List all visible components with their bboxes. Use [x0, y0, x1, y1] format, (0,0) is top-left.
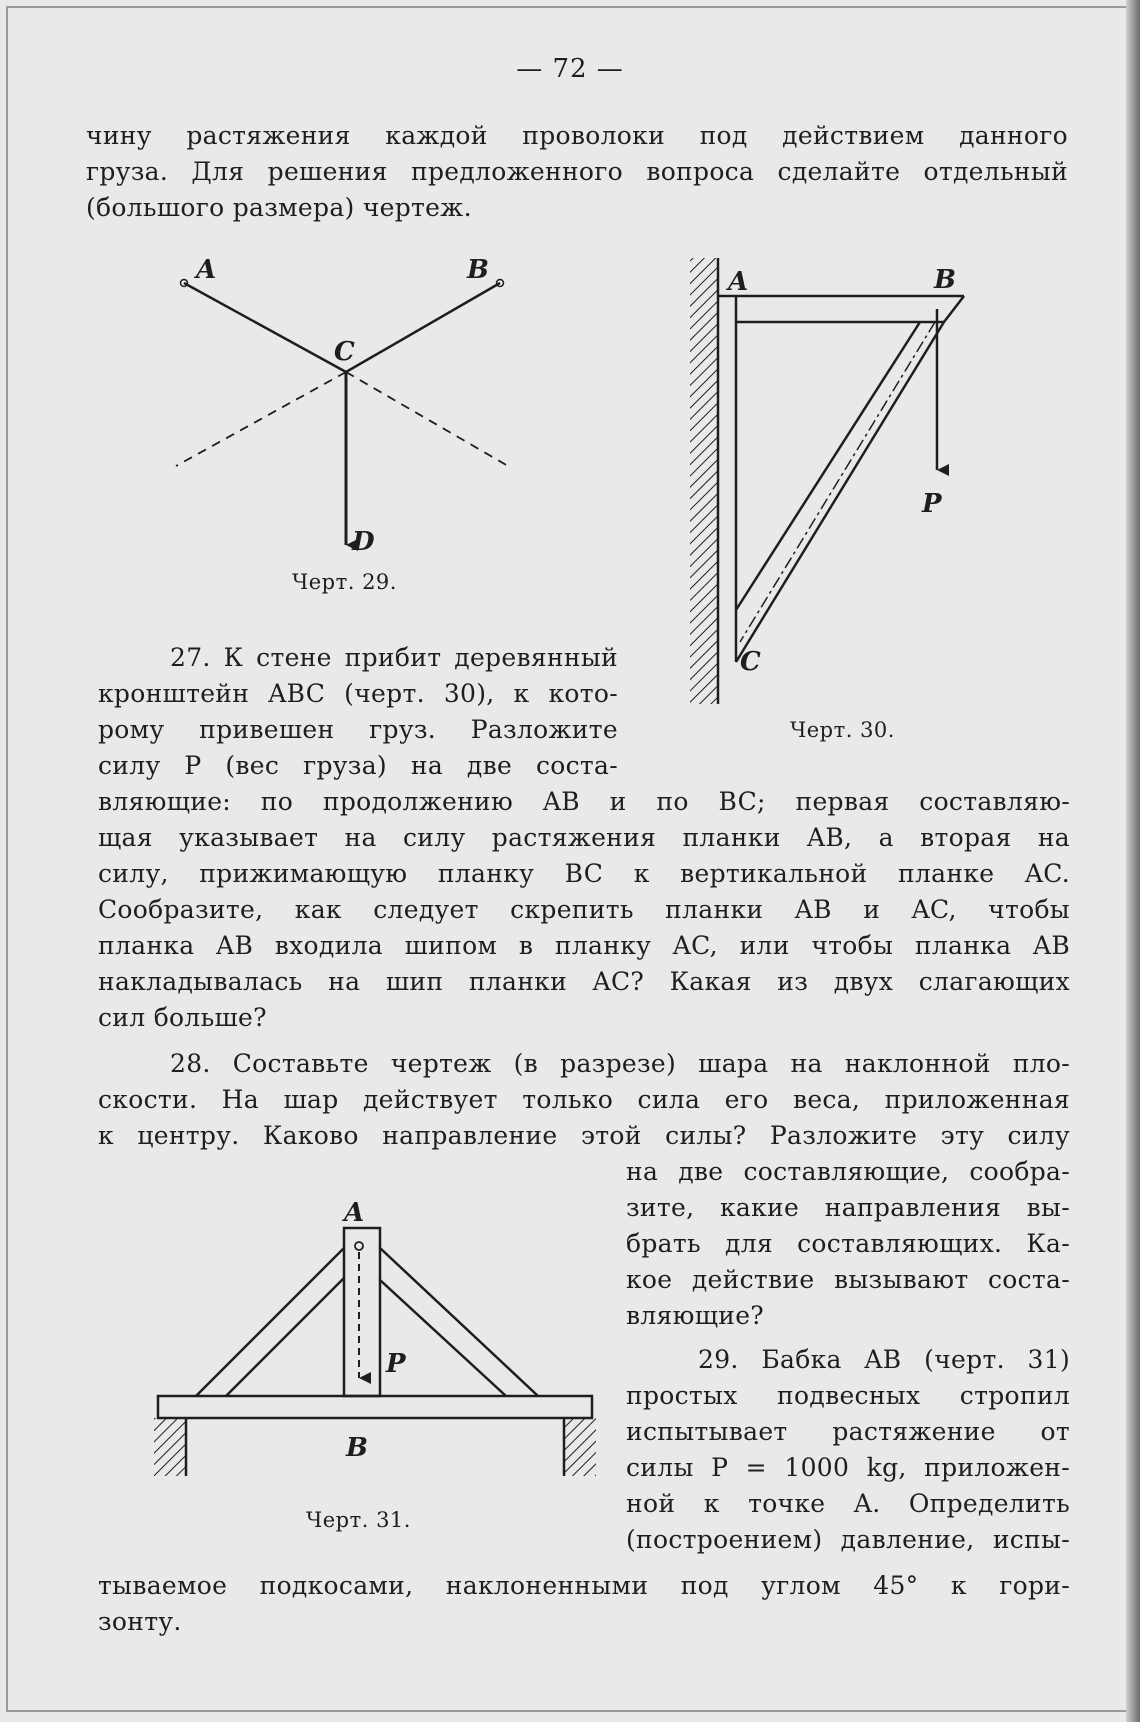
text-line: щая указывает на силу растяжения планки AB, а вторая на: [98, 823, 1070, 852]
king-post-ab: [344, 1228, 380, 1396]
fig29-label-b: B: [467, 255, 489, 285]
fig29-label-a: A: [196, 255, 217, 285]
text-line: силы P = 1000 kg, приложен-: [626, 1453, 1070, 1482]
fig30-label-c: C: [740, 647, 761, 677]
figure-31: [154, 1228, 596, 1476]
text-line: тываемое подкосами, наклоненными под углом 45° к гори-: [98, 1571, 1070, 1600]
text-line: (построением) давление, испы-: [626, 1525, 1070, 1554]
text-line: груза. Для решения предложенного вопроса сделайте отдельный: [86, 157, 1068, 186]
fig29-label-d: D: [352, 527, 375, 557]
fig30-label-p: P: [922, 489, 942, 519]
text-line: (большого размера) чертеж.: [86, 193, 472, 222]
fig29-label-c: C: [334, 337, 355, 367]
plank-bc-lower: [736, 322, 944, 662]
text-line: 27. К стене прибит деревянный: [170, 643, 618, 672]
text-line: сил больше?: [98, 1003, 267, 1032]
text-line: 29. Бабка AB (черт. 31): [698, 1345, 1070, 1374]
text-line: кронштейн ABC (черт. 30), к кото-: [98, 679, 618, 708]
page-number: — 72 —: [516, 54, 624, 84]
fig30-label-a: A: [728, 267, 749, 297]
text-line: вляющие: по продолжению AB и по BC; первая составляю-: [98, 787, 1070, 816]
text-line: на две составляющие, сообра-: [626, 1157, 1070, 1186]
fig30-label-b: B: [934, 265, 956, 295]
text-line: испытывает растяжение от: [626, 1417, 1070, 1446]
left-strut-inner: [226, 1278, 344, 1396]
extension-line-ca: [176, 372, 346, 466]
text-line: зонту.: [98, 1607, 182, 1636]
text-line: скости. На шар действует только сила его веса, приложенная: [98, 1085, 1070, 1114]
text-line: чину растяжения каждой проволоки под действием данного: [86, 121, 1068, 150]
fig31-label-p: P: [386, 1349, 406, 1379]
right-support-hatching: [564, 1418, 596, 1476]
text-line: планка AB входила шипом в планку AC, или чтобы планка AB: [98, 931, 1070, 960]
text-line: силу P (вес груза) на две соста-: [98, 751, 618, 780]
text-line: силу, прижимающую планку BC к вертикальной планке AC.: [98, 859, 1070, 888]
figure-30-caption: Черт. 30.: [790, 718, 895, 742]
rope-bc: [346, 283, 500, 372]
extension-line-cb: [346, 372, 508, 466]
text-line: брать для составляющих. Ка-: [626, 1229, 1070, 1258]
left-support-hatching: [154, 1418, 186, 1476]
figure-31-caption: Черт. 31.: [306, 1508, 411, 1532]
figure-30: [690, 258, 964, 704]
text-line: к центру. Каково направление этой силы? Разложите эту силу: [98, 1121, 1070, 1150]
plank-ab-end: [944, 296, 964, 322]
text-line: ной к точке A. Определить: [626, 1489, 1070, 1518]
text-line: вляющие?: [626, 1301, 764, 1330]
plank-bc-upper: [736, 322, 920, 610]
rope-ac: [184, 283, 346, 372]
wall-hatching: [690, 258, 718, 704]
text-line: Сообразите, как следует скрепить планки AB и AC, чтобы: [98, 895, 1070, 924]
figure-29-caption: Черт. 29.: [292, 570, 397, 594]
plank-bc-axis: [740, 322, 935, 642]
text-line: зите, какие направления вы-: [626, 1193, 1070, 1222]
figure-29: [176, 280, 508, 546]
text-line: 28. Составьте чертеж (в разрезе) шара на наклонной пло-: [170, 1049, 1070, 1078]
fig31-label-a: A: [344, 1198, 365, 1228]
text-line: простых подвесных стропил: [626, 1381, 1070, 1410]
tie-beam: [158, 1396, 592, 1418]
point-a: [355, 1242, 363, 1250]
text-line: накладывалась на шип планки AC? Какая из двух слагающих: [98, 967, 1070, 996]
text-line: рому привешен груз. Разложите: [98, 715, 618, 744]
fig31-label-b: B: [346, 1433, 368, 1463]
left-strut-outer: [196, 1248, 344, 1396]
text-line: кое действие вызывают соста-: [626, 1265, 1070, 1294]
